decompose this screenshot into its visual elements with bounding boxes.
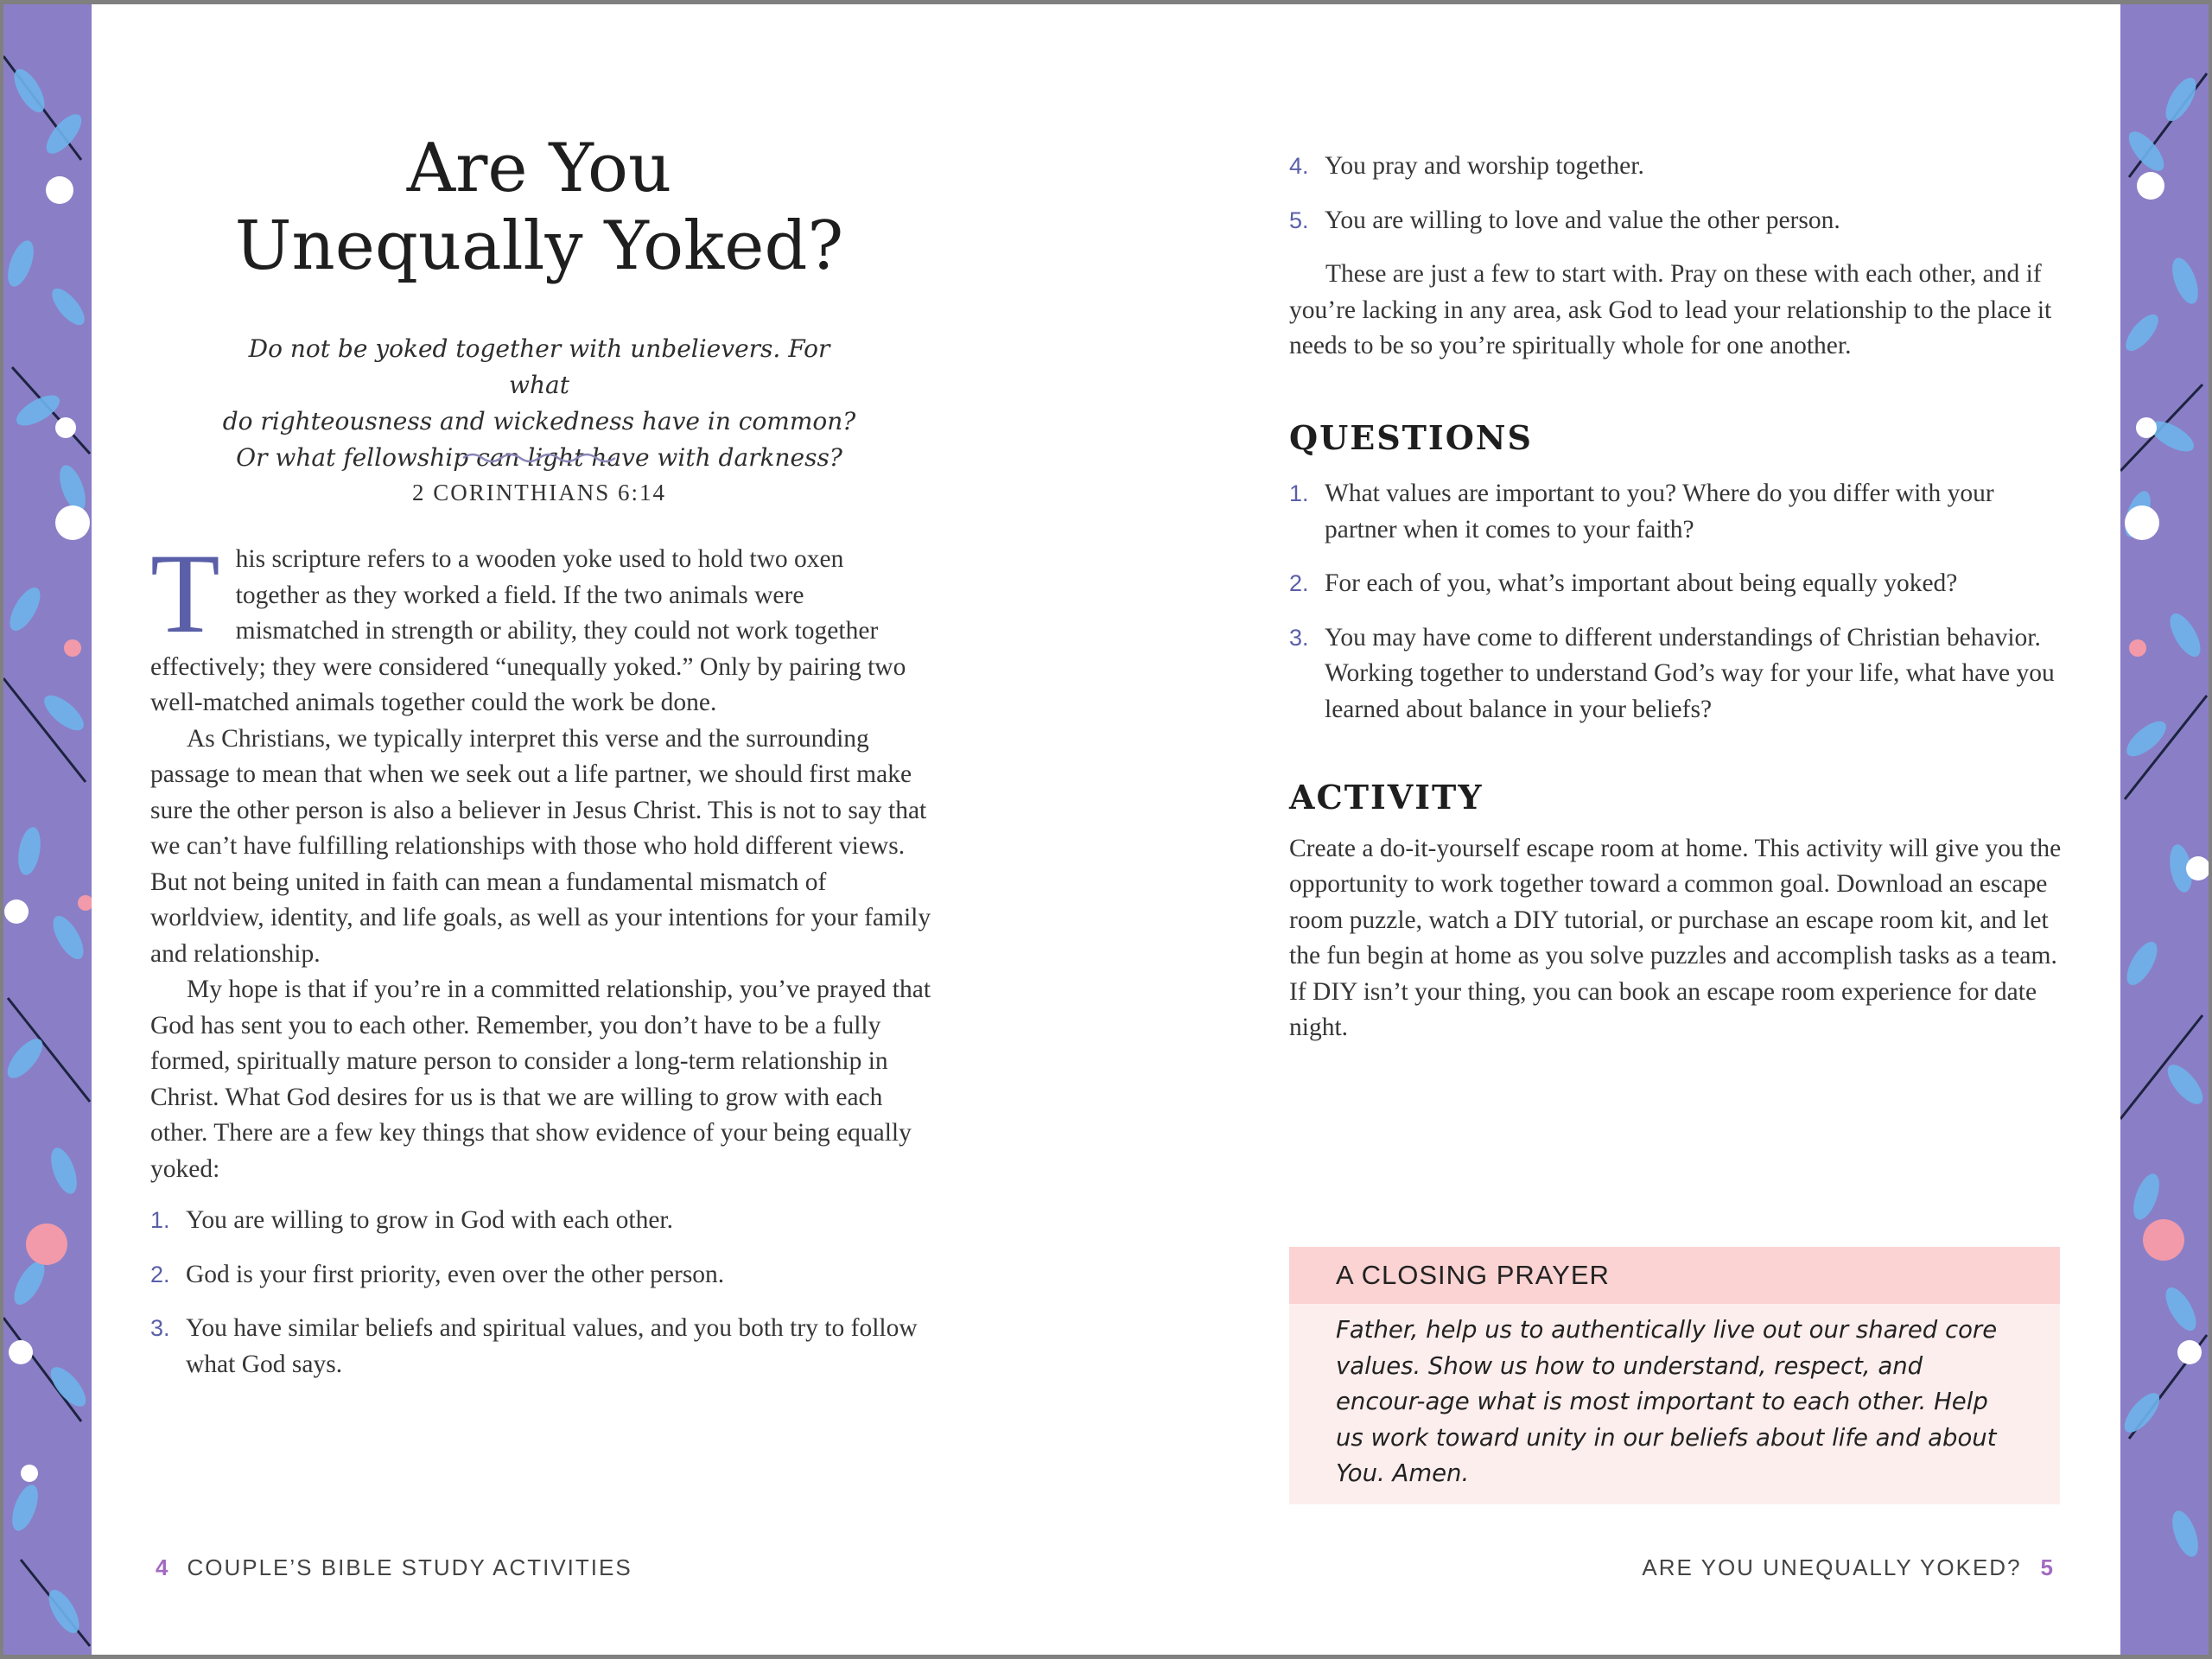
wave-ornament	[461, 449, 617, 467]
floral-border-right	[2120, 4, 2209, 1655]
question-item	[1289, 566, 2071, 602]
list-item-text: You are willing to grow in God with each other.	[186, 1206, 673, 1234]
paragraph-1-text: his scripture refers to a wooden yoke used to hold two oxen together as they worked a field. If the two animals were mismatched in strength or ability, they could not work together effectively; they were considered “unequally yoked.” Only by pairing two well-matched animals together could the work be done.	[150, 545, 906, 716]
running-footer-right: ARE YOU UNEQUALLY YOKED?	[1642, 1554, 2022, 1580]
footer-left	[156, 1554, 632, 1581]
floral-pattern-left	[3, 4, 92, 1655]
list-number: 4.	[1289, 153, 1309, 179]
paragraph-2: As Christians, we typically interpret this verse and the surrounding passage to mean that when we seek out a life partner, we should first make sure the other person is also a believer in Jesus Christ. This is not to say that we can’t have fulfilling relationships with those who hold different views. But not being united in faith can mean a fundamental mismatch of worldview, identity, and life goals, as well as your intentions for your family and relationship.	[150, 724, 931, 968]
list-number: 5.	[1289, 207, 1309, 233]
list-item-text: You are willing to love and value the other person.	[1325, 206, 1840, 234]
evidence-list	[150, 1203, 932, 1382]
page-title	[211, 130, 868, 285]
activity-text: Create a do-it-yourself escape room at home. This activity will give you the opportunity to work together toward a common goal. Download an escape room puzzle, watch a DIY tutorial, or purchase an escape room kit, and let the fun begin at home as you solve puzzles and accomplish tasks as a team. If DIY isn’t your thing, you can book an escape room experience for date night.	[1289, 834, 2062, 1041]
question-item	[1289, 620, 2071, 728]
floral-pattern-right	[2120, 4, 2209, 1655]
closing-prayer-box	[1289, 1247, 2060, 1504]
paragraph-3: My hope is that if you’re in a committed relationship, you’ve prayed that God has sent you to each other. Remember, you don’t have to be a fully formed, spiritually mature person to consider a long-term relationship in Christ. What God desires for us is that we are willing to grow with each other. There are a few key things that show evidence of your being equally yoked:	[150, 976, 931, 1183]
list-item	[1289, 149, 2071, 185]
question-number: 2.	[1289, 570, 1309, 596]
list-item	[150, 1257, 932, 1294]
book-spread	[3, 4, 2209, 1655]
running-footer-left: COUPLE’S BIBLE STUDY ACTIVITIES	[187, 1554, 632, 1580]
floral-border-left	[3, 4, 92, 1655]
prayer-heading: A CLOSING PRAYER	[1289, 1247, 2060, 1304]
closing-paragraph: These are just a few to start with. Pray on these with each other, and if you’re lacking in any area, ask God to lead your relationship to the place it needs to be so you’re spiritually whole for one another.	[1289, 260, 2052, 359]
left-body-text	[150, 530, 932, 1401]
question-text: For each of you, what’s important about being equally yoked?	[1325, 569, 1958, 597]
question-text: What values are important to you? Where do you differ with your partner when it comes to your faith?	[1325, 480, 1994, 543]
title-line-1: Are You	[406, 130, 672, 207]
activity-heading: ACTIVITY	[1289, 778, 1484, 817]
list-number: 3.	[150, 1315, 170, 1341]
questions-list	[1289, 476, 2071, 728]
list-item-text: God is your first priority, even over the other person.	[186, 1260, 725, 1288]
prayer-text: Father, help us to authentically live out our shared core values. Show us how to understand, respect, and encour-age what is most important to each other. Help us work toward unity in our beliefs about life and about You. Amen.	[1336, 1316, 1998, 1487]
page-number-left: 4	[156, 1554, 170, 1580]
epigraph-line: Or what fellowship can light have with darkness?	[236, 443, 842, 472]
list-item-text: You pray and worship together.	[1325, 152, 1644, 180]
question-number: 1.	[1289, 480, 1309, 506]
question-text: You may have come to different understandings of Christian behavior. Working together to understand God’s way for your life, what have you learned about balance in your beliefs?	[1325, 623, 2055, 723]
epigraph-line: Do not be yoked together with unbelievers. For what	[248, 334, 830, 399]
paragraph-1	[150, 530, 932, 721]
question-item	[1289, 476, 2071, 548]
list-number: 2.	[150, 1261, 170, 1287]
questions-heading: QUESTIONS	[1289, 417, 1533, 457]
list-item-text: You have similar beliefs and spiritual values, and you both try to follow what God says.	[186, 1314, 918, 1378]
page-number-right: 5	[2040, 1554, 2055, 1580]
list-item	[1289, 203, 2071, 239]
list-item	[150, 1203, 932, 1239]
right-body-text	[1289, 149, 2071, 1046]
list-number: 1.	[150, 1207, 170, 1233]
drop-cap: T	[150, 530, 220, 657]
question-number: 3.	[1289, 624, 1309, 651]
footer-right	[1642, 1554, 2055, 1581]
list-item	[150, 1311, 932, 1382]
epigraph-line: do righteousness and wickedness have in common?	[222, 407, 856, 435]
title-line-2: Unequally Yoked?	[234, 207, 844, 285]
evidence-list-continued	[1289, 149, 2071, 238]
scripture-citation: 2 CORINTHIANS 6:14	[411, 480, 666, 505]
